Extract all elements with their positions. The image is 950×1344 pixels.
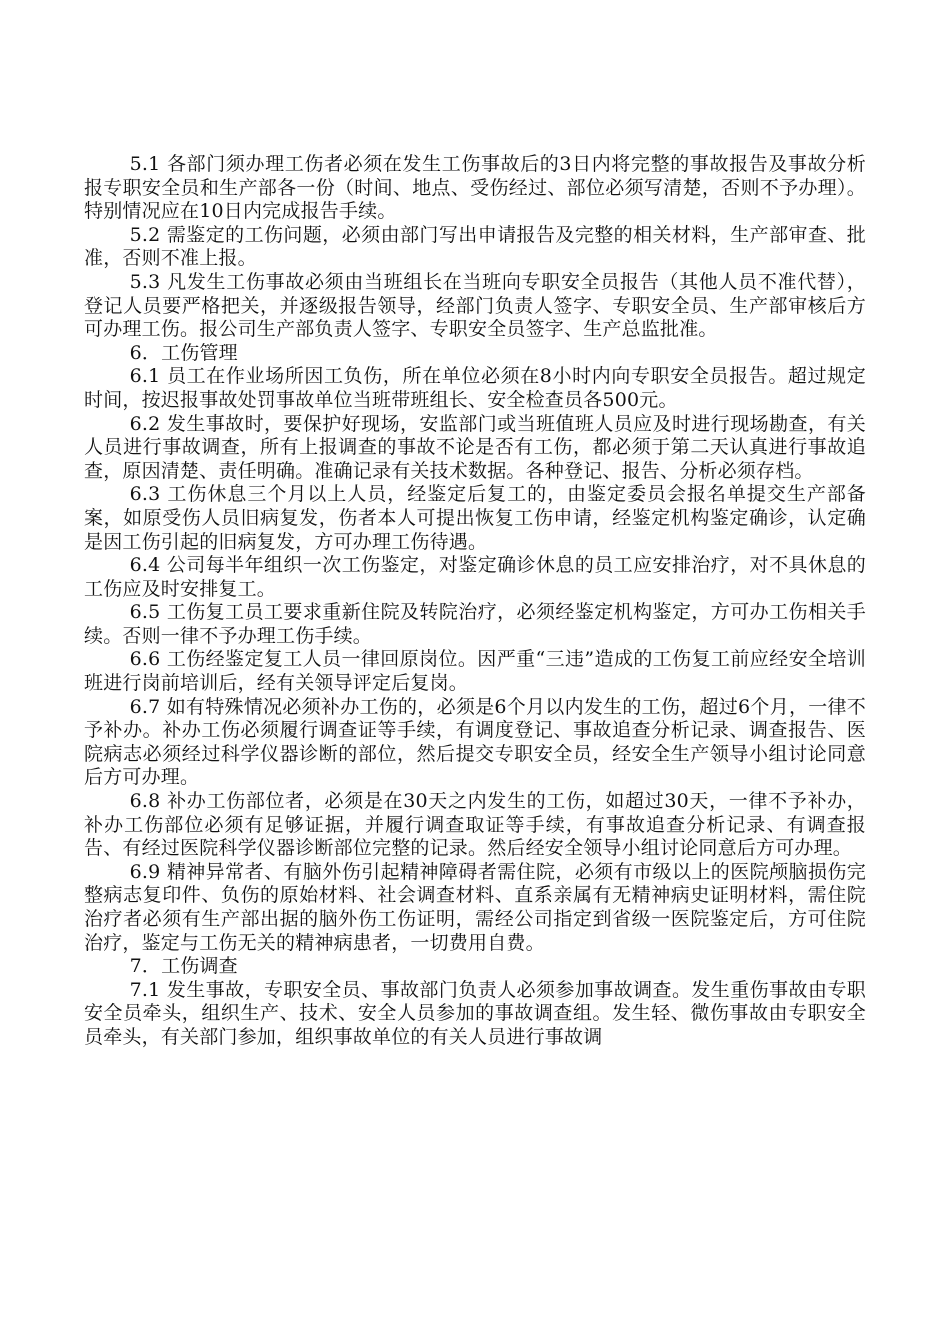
document-body	[84, 153, 866, 1050]
paragraph-6-2: 6.2 发生事故时，要保护好现场，安监部门或当班值班人员应及时进行现场勘查，有关人员进行事故调查，所有上报调查的事故不论是否有工伤，都必须于第二天认真进行事故追查，原因清楚、责任明确。准确记录有关技术数据。各种登记、报告、分析必须存档。	[84, 412, 866, 482]
paragraph-7-1: 7.1 发生事故，专职安全员、事故部门负责人必须参加事故调查。发生重伤事故由专职安全员牵头，组织生产、技术、安全人员参加的事故调查组。发生轻、微伤事故由专职安全员牵头，有关部门参加，组织事故单位的有关人员进行事故调	[84, 978, 866, 1048]
paragraph-6-3: 6.3 工伤休息三个月以上人员，经鉴定后复工的，由鉴定委员会报名单提交生产部备案，如原受伤人员旧病复发，伤者本人可提出恢复工伤申请，经鉴定机构鉴定确诊，认定确是因工伤引起的旧病复发，方可办理工伤待遇。	[84, 483, 866, 553]
section-heading-7: 7．工伤调查	[129, 955, 238, 978]
section-heading-6: 6．工伤管理	[129, 341, 238, 364]
paragraph-6-7: 6.7 如有特殊情况必须补办工伤的，必须是6个月以内发生的工伤，超过6个月，一律不予补办。补办工伤必须履行调查证等手续，有调度登记、事故追查分析记录、调查报告、医院病志必须经过科学仪器诊断的部位，然后提交专职安全员，经安全生产领导小组讨论同意后方可办理。	[84, 695, 866, 789]
paragraph-5-1: 5.1 各部门须办理工伤者必须在发生工伤事故后的3日内将完整的事故报告及事故分析报专职安全员和生产部各一份（时间、地点、受伤经过、部位必须写清楚，否则不予办理）。特别情况应在10日内完成报告手续。	[84, 153, 866, 223]
paragraph-6-6: 6.6 工伤经鉴定复工人员一律回原岗位。因严重“三违”造成的工伤复工前应经安全培训班进行岗前培训后，经有关领导评定后复岗。	[84, 648, 866, 695]
paragraph-5-2: 5.2 需鉴定的工伤问题，必须由部门写出申请报告及完整的相关材料，生产部审查、批准，否则不准上报。	[84, 223, 866, 270]
paragraph-6-8: 6.8 补办工伤部位者，必须是在30天之内发生的工伤，如超过30天，一律不予补办，补办工伤部位必须有足够证据，并履行调查取证等手续，有事故追查分析记录、有调查报告、有经过医院科学仪器诊断部位完整的记录。然后经安全领导小组讨论同意后方可办理。	[84, 790, 866, 860]
paragraph-6-5: 6.5 工伤复工员工要求重新住院及转院治疗，必须经鉴定机构鉴定，方可办工伤相关手续。否则一律不予办理工伤手续。	[84, 601, 866, 647]
paragraph-6-9: 6.9 精神异常者、有脑外伤引起精神障碍者需住院，必须有市级以上的医院颅脑损伤完整病志复印件、负伤的原始材料、社会调查材料、直系亲属有无精神病史证明材料，需住院治疗者必须有生产部出据的脑外伤工伤证明，需经公司指定到省级一医院鉴定后，方可住院治疗，鉴定与工伤无关的精神病患者，一切费用自费。	[84, 860, 866, 954]
paragraph-5-3: 5.3 凡发生工伤事故必须由当班组长在当班向专职安全员报告（其他人员不准代替），登记人员要严格把关，并逐级报告领导，经部门负责人签字、专职安全员、生产部审核后方可办理工伤。报公司生产部负责人签字、专职安全员签字、生产总监批准。	[84, 270, 866, 341]
paragraph-6-1: 6.1 员工在作业场所因工负伤，所在单位必须在8小时内向专职安全员报告。超过规定时间，按迟报事故处罚事故单位当班带班组长、安全检查员各500元。	[84, 365, 866, 411]
paragraph-6-4: 6.4 公司每半年组织一次工伤鉴定，对鉴定确诊休息的员工应安排治疗，对不具休息的工伤应及时安排复工。	[84, 554, 866, 600]
